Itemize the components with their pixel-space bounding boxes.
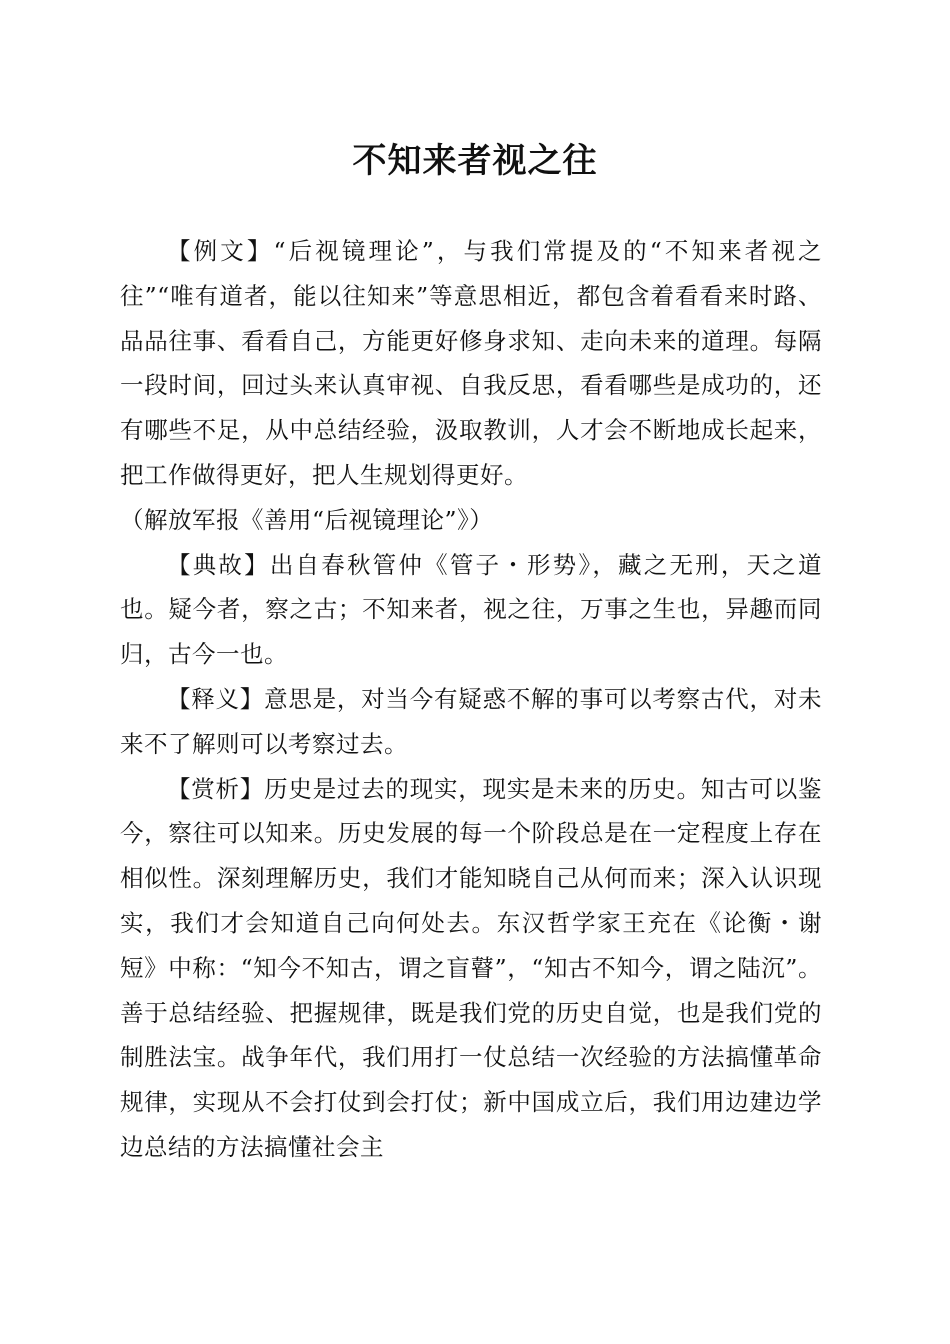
document-title: 不知来者视之往 — [352, 141, 598, 181]
paragraph-appreciation — [120, 767, 822, 1170]
allusion-tag: 【典故】 — [167, 550, 270, 579]
meaning-text: 意思是，对当今有疑惑不解的事可以考察古代，对未来不了解则可以考察过去。 — [120, 684, 823, 758]
example-source: （解放军报《善用“后视镜理论”》） — [120, 505, 494, 534]
paragraph-allusion — [120, 543, 822, 677]
allusion-text: 出自春秋管仲《管子・形势》，藏之无刑，天之道也。疑今者，察之古；不知来者，视之往，万事之生也，异趣而同归，古今一也。 — [120, 550, 823, 669]
example-text: “后视镜理论”，与我们常提及的“不知来者视之往”“唯有道者，能以往知来”等意思相近，都包含着看看来时路、品品往事、看看自己，方能更好修身求知、走向未来的道理。每隔一段时间，回过头来认真审视、自我反思，看看哪些是成功的，还有哪些不足，从中总结经验，汲取教训，人才会不断地成长起来，把工作做得更好，把人生规划得更好。 — [120, 237, 823, 489]
example-tag: 【例文】 — [167, 237, 274, 265]
appreciation-text: 历史是过去的现实，现实是未来的历史。知古可以鉴今，察往可以知来。历史发展的每一个阶段总是在一定程度上存在相似性。深刻理解历史，我们才能知晓自己从何而来；深入认识现实，我们才会知道自己向何处去。东汉哲学家王充在《论衡・谢短》中称：“知今不知古，谓之盲瞽”，“知古不知今，谓之陆沉”。善于总结经验、把握规律，既是我们党的历史自觉，也是我们党的制胜法宝。战争年代，我们用打一仗总结一次经验的方法搞懂革命规律，实现从不会打仗到会打仗；新中国成立后，我们用边建边学边总结的方法搞懂社会主 — [120, 774, 823, 1161]
appreciation-tag: 【赏析】 — [167, 774, 265, 803]
paragraph-meaning — [120, 677, 822, 767]
paragraph-example — [120, 229, 822, 543]
meaning-tag: 【释义】 — [167, 684, 265, 713]
document-body — [120, 229, 822, 1170]
